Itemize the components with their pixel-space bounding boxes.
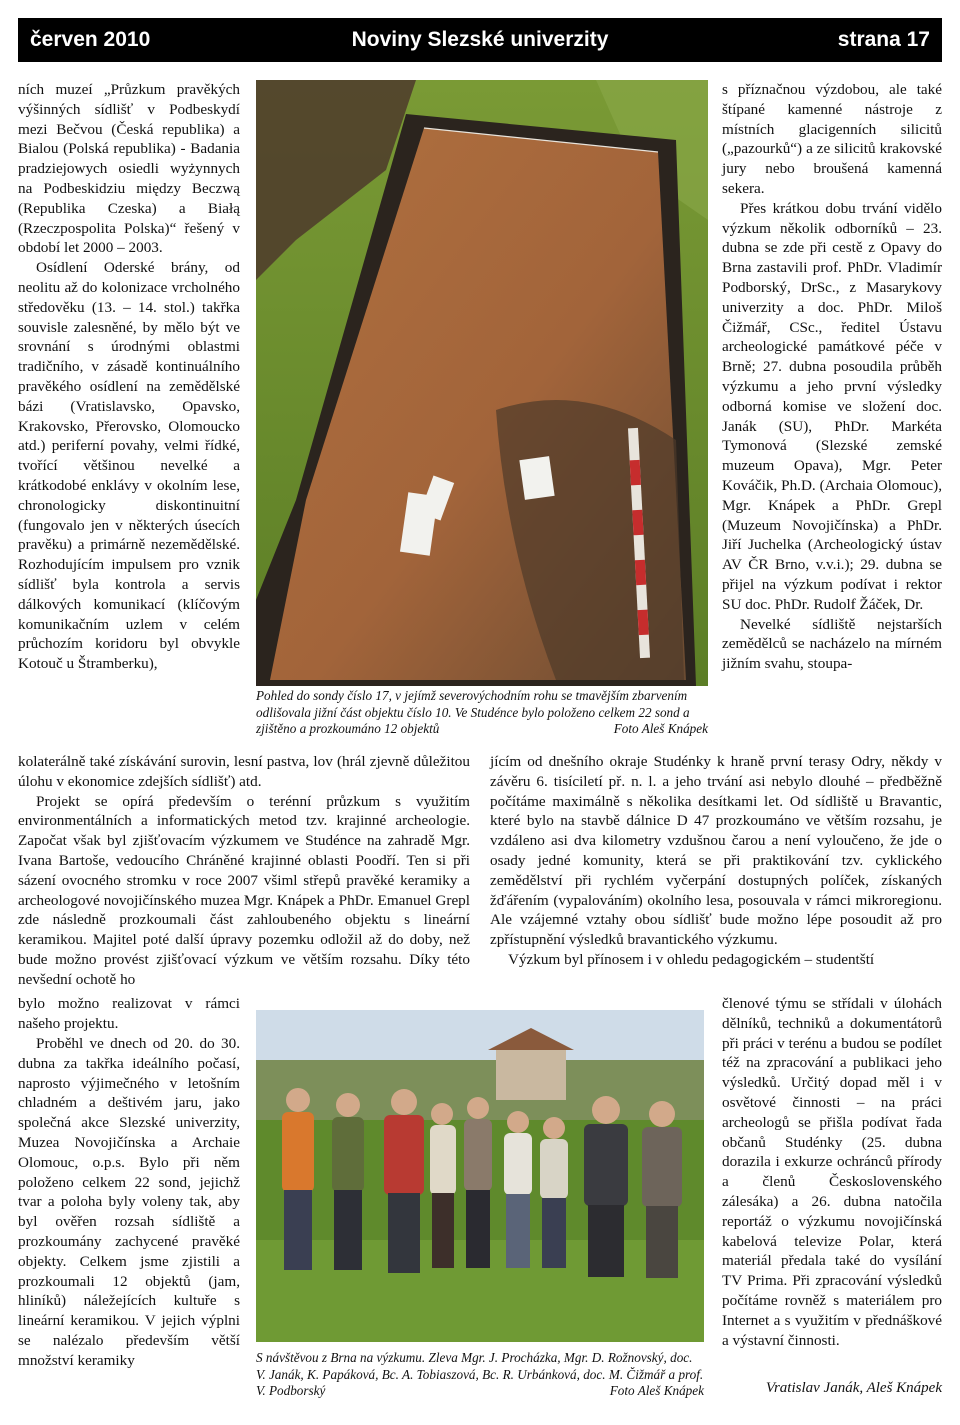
page-number: strana 17 <box>837 28 930 51</box>
right-column-bottom <box>722 994 942 1350</box>
left-column-mid <box>18 752 470 990</box>
left-column-bottom <box>18 1034 240 1371</box>
caption-text: S návštěvou z Brna na výzkumu. Zleva Mgr. J. Procházka, Mgr. D. Rožnovský, doc. V. Janák, K. Papáková, Bc. A. Tobiaszová, Bc. R. Urbánková, doc. M. Čižmář a prof. V. Podborský <box>256 1350 704 1399</box>
paragraph: Proběhl ve dnech od 20. do 30. dubna za takřka ideálního počasí, naprosto výjimečného v letošním chladném a deštivém jaru, jako společná akce Slezské univerzity, Muzea Novojičínska a Archaie Olomouc, o.p.s. Bylo při něm položeno celkem 22 sond, jejichž tvar a poloha byly voleny tak, aby byl ověřen rozsah sídliště a prozkoumány zachycené pravěké objekty. Celkem jsme zjistili a prozkoumali 12 objektů (jam, hliníků) náležejících kultuře s lineární keramikou. V jejich výplni se nalézalo především větší množství keramiky <box>18 1035 240 1369</box>
paragraph: s příznačnou výzdobou, ale také štípané kamenné nástroje z místních glacigenních silicitů („pazourků“) a ze silicitů krakovské jury nebo broušená kamenná sekera. <box>722 81 942 197</box>
newspaper-title: Noviny Slezské univerzity <box>351 28 609 51</box>
author-signature: Vratislav Janák, Aleš Knápek <box>765 1380 942 1396</box>
excavation-photo-image <box>256 80 708 686</box>
paragraph: Přes krátkou dobu trvání vidělo výzkum několik odborníků – 23. dubna se zde při cestě z Opavy do Brna zastavili prof. PhDr. Vladimír Podborský, DrSc., z Masarykovy univerzity a doc. PhDr. Miloš Čižmář, CSc., ředitel Ústavu archeologické památkové péče v Brně; 27. dubna posoudila průběh výzkumu a jeho první výsledky odborná komise ve složení doc. Janák (SU), PhDr. Markéta Tymonová (Slezské zemské muzeum Opava), Mgr. Peter Kováčik, Ph.D. (Archaia Olomouc), Mgr. Knápek a PhDr. Grepl (Muzeum Novojičínska) a PhDr. Jiří Juchelka (Archeologický ústav AV ČR Brno, v.v.i.); 29. dubna se přijel na výzkum podívat i rektor SU doc. PhDr. Rudolf Žáček, Dr. <box>722 199 942 613</box>
paragraph: kolaterálně také získávání surovin, lesní pastva, lov (hrál zjevně důležitou úlohu v ekonomice zdejších sídlišť) atd. <box>18 753 470 790</box>
right-column-mid <box>490 752 942 970</box>
left-column-top <box>18 80 240 674</box>
paragraph: bylo možno realizovat v rámci našeho projektu. <box>18 995 240 1032</box>
paragraph: ních muzeí „Průzkum pravěkých výšinných sídlišť v Podbeskydí mezi Bečvou (Česká republika) a Bialou (Polská republika) - Badania pradziejowych osiedli wyżynnych na Podbeskidziu między Beczwą (Republika Czeska) a Białą (Rzeczpospolita Polska)“ řešený v období let 2000 – 2003. <box>18 81 240 257</box>
photo-credit: Foto Aleš Knápek <box>609 1383 704 1399</box>
paragraph: členové týmu se střídali v úlohách dělníků, techniků a dokumentátorů při práci v terénu a budou se podílet též na zpracování a publikaci jeho výsledků. Určitý dopad měl i v osvětové činnosti – na práci archeologů se přišla podívat řada občanů Studénky (25. dubna dorazila i exkurze ochránců přírody a členů Československého zálesáka) a 26. dubna natočila reportáž o výzkumu novojičínská kabelová televize Polar, která materiál předala také do vysílání TV Prima. Při zpracování výsledků počítáme rovněž s materiálem pro Internet a s využitím v přednáškové a výstavní činnosti. <box>722 995 942 1349</box>
excavation-photo <box>256 80 708 686</box>
left-column-narrow <box>18 994 240 1034</box>
issue-date: červen 2010 <box>30 28 151 51</box>
paragraph: Osídlení Oderské brány, od neolitu až do kolonizace vrcholného středověku (13. – 14. stol.) takřka souvisle zalesněné, by mělo být ve srovnání s úrodnými oblastmi tradičního, v zásadě kontinuálního pravěkého osídlení na zemědělské bázi (Vratislavsko, Opavsko, Krakovsko, Přerovsko, Olomoucko atd.) periferní povahy, velmi řídké, tvořící většinou nevelké a krátkodobé enklávy v okolním lese, chronologicky diskontinuitní (fungovalo jen v některých úsecích pravěku) a primárně nezemědělské. Rozhodujícím impulsem pro vznik sídlišť byla kontrola a servis dálkových komunikací (klíčovým komunikačním uzlem v celém průchozím koridoru byl obvykle Kotouč u Štramberku), <box>18 259 240 673</box>
group-photo-caption <box>256 1350 704 1400</box>
right-column-top <box>722 80 942 674</box>
paragraph: Nevelké sídliště nejstarších zemědělců se nacházelo na mírném jižním svahu, stoupa- <box>722 615 942 673</box>
caption-text: Pohled do sondy číslo 17, v jejímž severovýchodním rohu se tmavějším zbarvením odlišovala jižní část objektu číslo 10. Ve Studénce bylo položeno celkem 22 sond a zjištěno a prozkoumáno 12 objektů <box>256 688 690 737</box>
page-header <box>18 18 942 62</box>
excavation-photo-caption <box>256 688 708 738</box>
paragraph: Výzkum byl přínosem i v ohledu pedagogickém – studentští <box>508 950 875 968</box>
photo-credit: Foto Aleš Knápek <box>613 721 708 737</box>
group-photo <box>256 1010 704 1342</box>
group-photo-image <box>256 1010 704 1342</box>
paragraph: Projekt se opírá především o terénní průzkum s využitím environmentálních a informatických metod tzv. krajinné archeologie. Započat však byl zjišťovacím výzkumem ve Studénce na zahradě Mgr. Ivana Bartoše, vedoucího Chráněné krajinné oblasti Poodří. Ten si při sázení ovocného stromku v roce 2007 všiml střepů pravěké keramiky a archeologové novojičínského muzea Mgr. Knápek a PhDr. Emanuel Grepl zde následně prozkoumali část zahloubeného objektu s lineární keramikou. Majitel poté další úpravy pozemku odložil až do doby, než bude možno provést zjišťovací výzkum ve větším rozsahu. Díky této nevšední ochotě ho <box>18 792 470 988</box>
paragraph: jícím od dnešního okraje Studénky k hraně první terasy Odry, někdy v závěru 6. tisíciletí př. n. l. a jeho trvání asi nebylo dlouhé – předběžně počítáme maximálně s několika desítkami let. Od sídliště u Bravantic, které bylo na stavbě dálnice D 47 prozkoumáno ve větším rozsahu, je vzdáleno asi dva kilometry vzdušnou čarou a není vyloučeno, že jde o osady jedné komunity, která se při praktikování tzv. cyklického zemědělství při rychlém vyčerpání dostupných políček, získaných žďářením (vypalováním) okolního lesa, posouvala v rámci mikroregionu. Ale vzájemné vztahy obou sídlišť bude možno lépe posoudit až pro zpřístupnění výsledků bravantického výzkumu. <box>490 753 942 949</box>
